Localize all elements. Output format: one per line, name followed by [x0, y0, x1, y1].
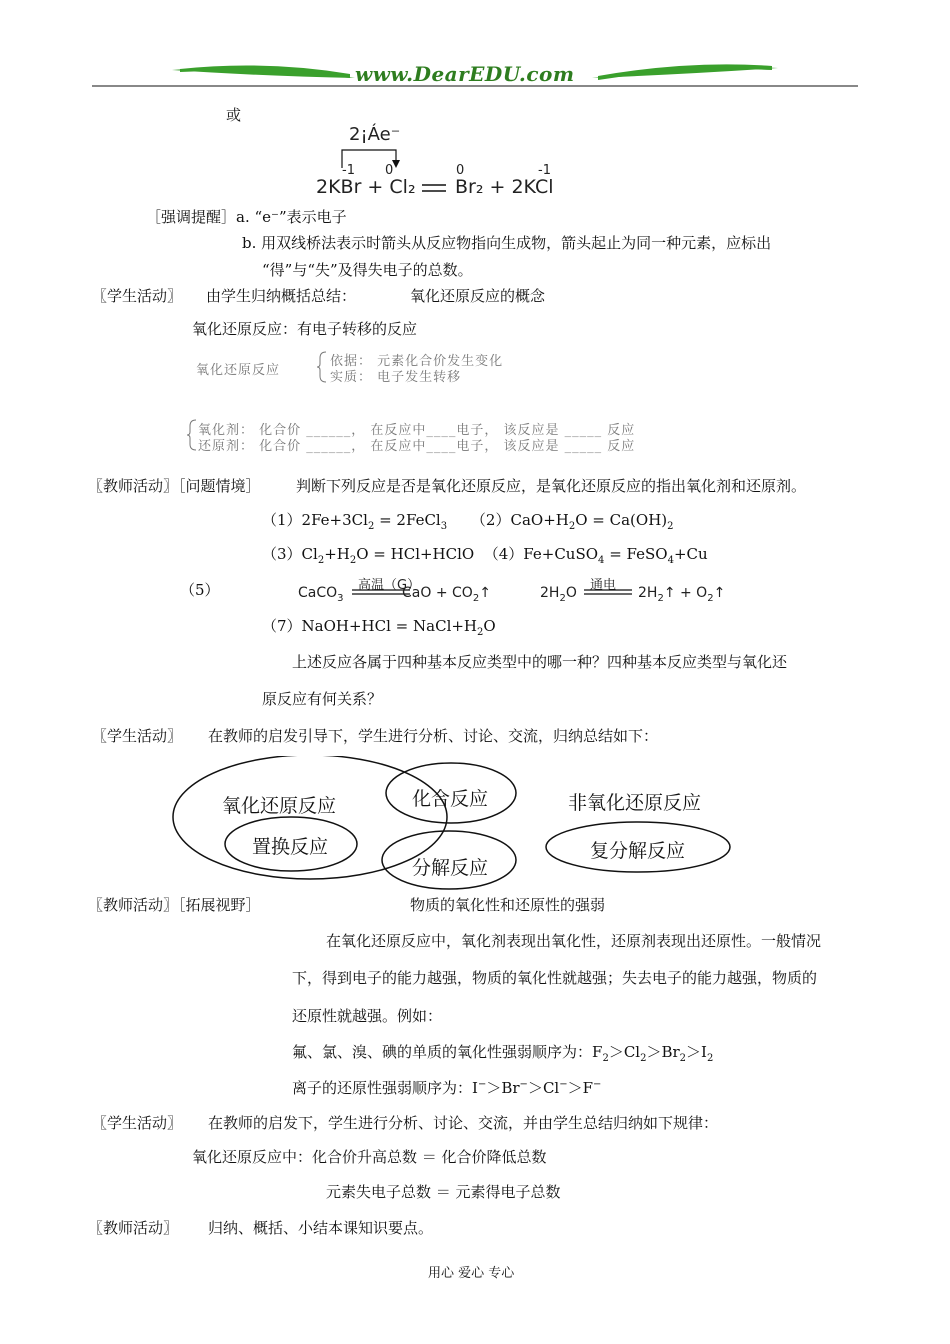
brace1-item2: 实质： 电子发生转移 [330, 370, 462, 385]
teacher-activity-text-1: 判断下列反应是否是氧化还原反应，是氧化还原反应的指出氧化剂和还原剂。 [296, 477, 807, 495]
redox-definition: 氧化还原反应：有电子转移的反应 [192, 320, 418, 338]
student-activity-tag-1: 〖学生活动〗 [92, 287, 183, 305]
brace2-item1: 氧化剂： 化合价 ______， 在反应中____电子， 该反应是 _____ 反应 [198, 423, 636, 438]
ox-label-kcl: -1 [538, 163, 551, 178]
student-activity-text-3: 在教师的启发下，学生进行分析、讨论、交流，并由学生总结归纳如下规律： [208, 1114, 719, 1132]
rule-1: 氧化还原反应中：化合价升高总数 ＝ 化合价降低总数 [192, 1148, 547, 1166]
paragraph-line3: 还原性就越强。例如： [292, 1007, 443, 1025]
reducing-order: 离子的还原性强弱顺序为：I−＞Br−＞Cl−＞F− [292, 1079, 602, 1097]
reaction-5a-condition: 高温（G） [358, 578, 421, 593]
teacher-activity-text-3: 归纳、概括、小结本课知识要点。 [208, 1219, 434, 1237]
equals-sign [420, 180, 448, 196]
footer-text: 用心 爱心 专心 [428, 1266, 515, 1281]
ox-label-cl2: 0 [385, 163, 394, 178]
reaction-5b-condition: 通电 [590, 578, 617, 593]
reducing-order-label: 离子的还原性强弱顺序为： [292, 1079, 473, 1097]
brace-2 [186, 418, 198, 452]
label-combination: 化合反应 [412, 788, 489, 810]
reaction-1: $(1)2Fe+3Cl_2$ = 2FeCl$_3$ $(2)CaO+H_2O = Ca(OH)_2$ [262, 511, 674, 532]
oxidizing-order: 氟、氯、溴、碘的单质的氧化性强弱顺序为：$F_2>Cl_2>Br_2>I_2$ [292, 1043, 714, 1064]
reaction-lhs: 2KBr + Cl₂ [316, 176, 416, 198]
paragraph-line1: 在氧化还原反应中，氧化剂表现出氧化性，还原剂表现出还原性。一般情况 [326, 932, 822, 950]
teacher-activity-tag-1: 〖教师活动〗［问题情境］ [88, 477, 261, 495]
teacher-activity-tag-2: 〖教师活动〗［拓展视野］ [88, 896, 261, 914]
brace1-item1: 依据： 元素化合价发生变化 [330, 354, 504, 369]
emphasis-b-line1: b. 用双线桥法表示时箭头从反应物指向生成物，箭头起止为同一种元素，应标出 [242, 234, 772, 252]
question-line2: 原反应有何关系？ [262, 690, 383, 708]
emphasis-a: ［强调提醒］a. “e⁻”表示电子 [146, 208, 347, 226]
label-decomposition: 分解反应 [412, 857, 489, 879]
brace2-item2: 还原剂： 化合价 ______， 在反应中____电子， 该反应是 _____ 反应 [198, 439, 636, 454]
electron-transfer-label: 2¡Áe⁻ [349, 124, 401, 145]
label-non-redox: 非氧化还原反应 [568, 792, 702, 814]
rule-2: 元素失电子总数 ＝ 元素得电子总数 [326, 1183, 561, 1201]
reaction-5-label: （5） [180, 581, 220, 599]
brace-1 [316, 350, 328, 384]
student-activity-text-2: 在教师的启发引导下，学生进行分析、讨论、交流，归纳总结如下： [208, 727, 659, 745]
paragraph-line2: 下，得到电子的能力越强，物质的氧化性就越强；失去电子的能力越强，物质的 [292, 969, 818, 987]
student-activity-tag-3: 〖学生活动〗 [92, 1114, 183, 1132]
redox-concept-title: 氧化还原反应的概念 [410, 287, 546, 305]
site-brand: www.DearEDU.com [355, 62, 575, 86]
reaction-5a: CaCO$_3$ [298, 585, 344, 604]
ox-label-kbr: -1 [342, 163, 355, 178]
brace1-label: 氧化还原反应 [196, 363, 281, 378]
label-redox: 氧化还原反应 [222, 795, 337, 817]
ox-label-br2: 0 [456, 163, 465, 178]
emphasis-b-line2: “得”与“失”及得失电子的总数。 [262, 261, 473, 279]
oxidizing-order-label: 氟、氯、溴、碘的单质的氧化性强弱顺序为： [292, 1043, 593, 1061]
reaction-3: $(3)Cl_2+H_2O$ = HCl+HClO （4）Fe+CuSO$_4$ = FeSO$_4$+Cu [262, 545, 708, 566]
question-line1: 上述反应各属于四种基本反应类型中的哪一种？四种基本反应类型与氧化还 [292, 653, 788, 671]
reaction-5b-products: $2H_2↑$ + $O_2↑$ [638, 585, 726, 604]
reaction-rhs: Br₂ + 2KCl [455, 176, 554, 198]
label-displacement: 置换反应 [252, 836, 329, 858]
or-text: 或 [226, 106, 242, 124]
reaction-5b: $2H_2O$ [540, 585, 577, 604]
student-activity-text-1: 由学生归纳概括总结： [206, 287, 357, 305]
label-double-decomp: 复分解反应 [590, 840, 686, 862]
student-activity-tag-2: 〖学生活动〗 [92, 727, 183, 745]
reaction-5a-products: CaO + $CO_2↑$ [402, 585, 491, 604]
reaction-5b-line [584, 588, 632, 596]
teacher-activity-tag-3: 〖教师活动〗 [88, 1219, 179, 1237]
reaction-7: （7）NaOH+HCl = $NaCl+H_2O$ [262, 617, 496, 638]
strength-title: 物质的氧化性和还原性的强弱 [410, 896, 606, 914]
